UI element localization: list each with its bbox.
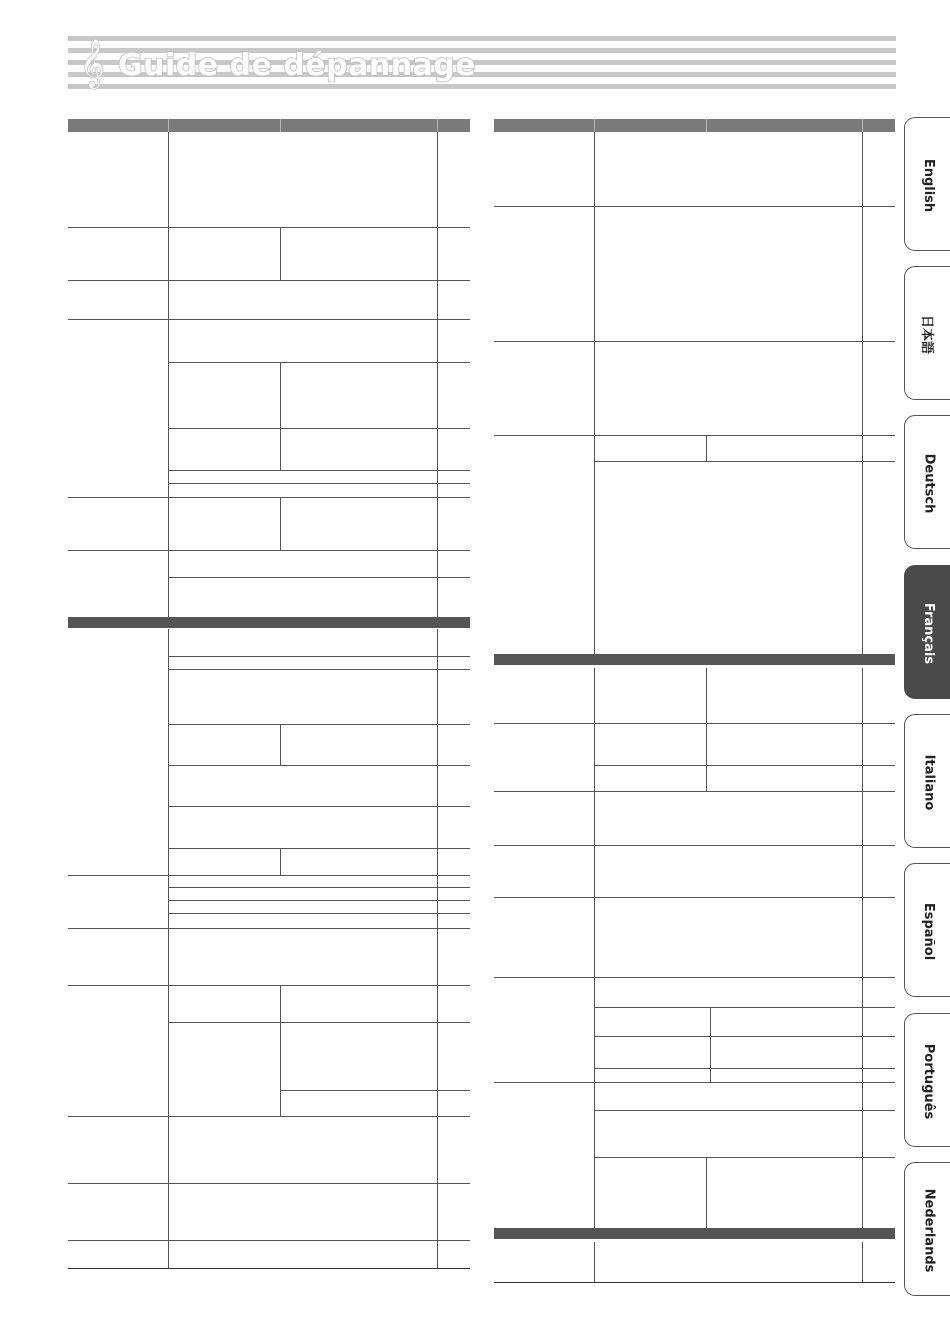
row-divider <box>68 227 470 228</box>
row-divider <box>494 435 895 436</box>
row-divider <box>168 470 470 471</box>
row-divider <box>494 897 895 898</box>
row-divider <box>494 341 895 342</box>
row-divider <box>594 1110 895 1111</box>
column-divider <box>168 132 169 617</box>
row-divider <box>168 362 470 363</box>
row-divider <box>494 791 895 792</box>
language-tab-label <box>909 715 949 849</box>
row-divider <box>594 1157 895 1158</box>
row-divider <box>280 1090 470 1091</box>
language-tab-text: Português <box>921 1043 937 1119</box>
row-divider <box>68 319 470 320</box>
column-divider <box>437 132 438 617</box>
column-divider <box>862 1242 863 1282</box>
column-divider <box>862 668 863 1228</box>
section-header-bar <box>494 654 895 665</box>
column-divider <box>437 629 438 1268</box>
language-tab-text: Deutsch <box>921 453 937 513</box>
row-divider <box>68 497 470 498</box>
row-divider <box>68 1240 470 1241</box>
language-tab-label <box>909 416 949 550</box>
row-divider <box>494 977 895 978</box>
row-divider <box>168 428 470 429</box>
language-tab-label <box>909 1163 949 1297</box>
language-tab-label <box>909 267 949 401</box>
troubleshooting-table-left <box>68 119 470 1268</box>
language-tab[interactable] <box>904 1013 950 1147</box>
row-divider <box>68 928 470 929</box>
row-divider <box>68 280 470 281</box>
row-divider <box>68 1183 470 1184</box>
row-divider <box>594 1036 895 1037</box>
language-tab-text: Français <box>921 602 937 664</box>
row-divider <box>594 1007 895 1008</box>
column-divider <box>862 132 863 654</box>
language-tab-text: Italiano <box>921 754 937 810</box>
troubleshooting-table-right <box>494 119 895 1282</box>
row-divider <box>494 206 895 207</box>
column-divider <box>710 1007 711 1082</box>
row-divider <box>68 1116 470 1117</box>
language-tab-text: Nederlands <box>921 1188 937 1272</box>
language-tab[interactable] <box>904 415 950 549</box>
column-divider <box>280 724 281 765</box>
column-divider <box>280 362 281 470</box>
section-header-bar <box>494 1228 895 1239</box>
row-divider <box>168 1022 470 1023</box>
row-divider <box>494 723 895 724</box>
row-divider <box>168 724 470 725</box>
column-divider <box>594 1242 595 1282</box>
column-divider <box>280 985 281 1116</box>
column-divider <box>706 668 707 723</box>
title-banner <box>68 36 896 90</box>
row-divider <box>594 765 895 766</box>
table-header <box>494 119 895 132</box>
row-divider <box>168 913 470 914</box>
row-divider <box>494 845 895 846</box>
language-tab-text: Español <box>921 902 937 960</box>
row-divider <box>168 848 470 849</box>
table-bottom-rule <box>68 1268 470 1269</box>
column-divider <box>706 1157 707 1228</box>
row-divider <box>594 1068 895 1069</box>
section-header-bar <box>68 617 470 628</box>
row-divider <box>168 656 470 657</box>
column-divider <box>706 435 707 461</box>
language-tab[interactable] <box>904 266 950 400</box>
language-tab-label <box>909 1014 949 1148</box>
row-divider <box>494 1082 895 1083</box>
column-divider <box>706 723 707 791</box>
language-tab[interactable] <box>904 863 950 997</box>
row-divider <box>168 765 470 766</box>
row-divider <box>594 461 895 462</box>
row-divider <box>168 669 470 670</box>
language-tab-text: English <box>921 158 937 212</box>
column-divider <box>280 848 281 875</box>
row-divider <box>68 550 470 551</box>
language-tab[interactable] <box>904 714 950 848</box>
banner-stripe <box>68 84 896 89</box>
column-divider <box>594 668 595 1228</box>
language-tab[interactable] <box>904 565 950 699</box>
page-title: Guide de dépannage <box>118 48 477 83</box>
row-divider <box>168 577 470 578</box>
treble-clef-icon: 𝄞 <box>80 38 105 87</box>
language-tab-label <box>909 864 949 998</box>
row-divider <box>68 875 470 876</box>
row-divider <box>168 887 470 888</box>
column-divider <box>168 629 169 1268</box>
row-divider <box>168 900 470 901</box>
row-divider <box>168 806 470 807</box>
language-tab-label <box>909 118 949 252</box>
column-divider <box>280 497 281 550</box>
row-divider <box>68 985 470 986</box>
banner-stripe <box>68 36 896 41</box>
column-divider <box>594 132 595 654</box>
language-tab[interactable] <box>904 1162 950 1296</box>
language-tab[interactable] <box>904 117 950 251</box>
language-tab-label <box>909 566 949 700</box>
table-bottom-rule <box>494 1282 895 1283</box>
table-header <box>68 119 470 132</box>
column-divider <box>280 227 281 280</box>
row-divider <box>168 483 470 484</box>
language-tab-text: 日本語 <box>919 314 935 354</box>
